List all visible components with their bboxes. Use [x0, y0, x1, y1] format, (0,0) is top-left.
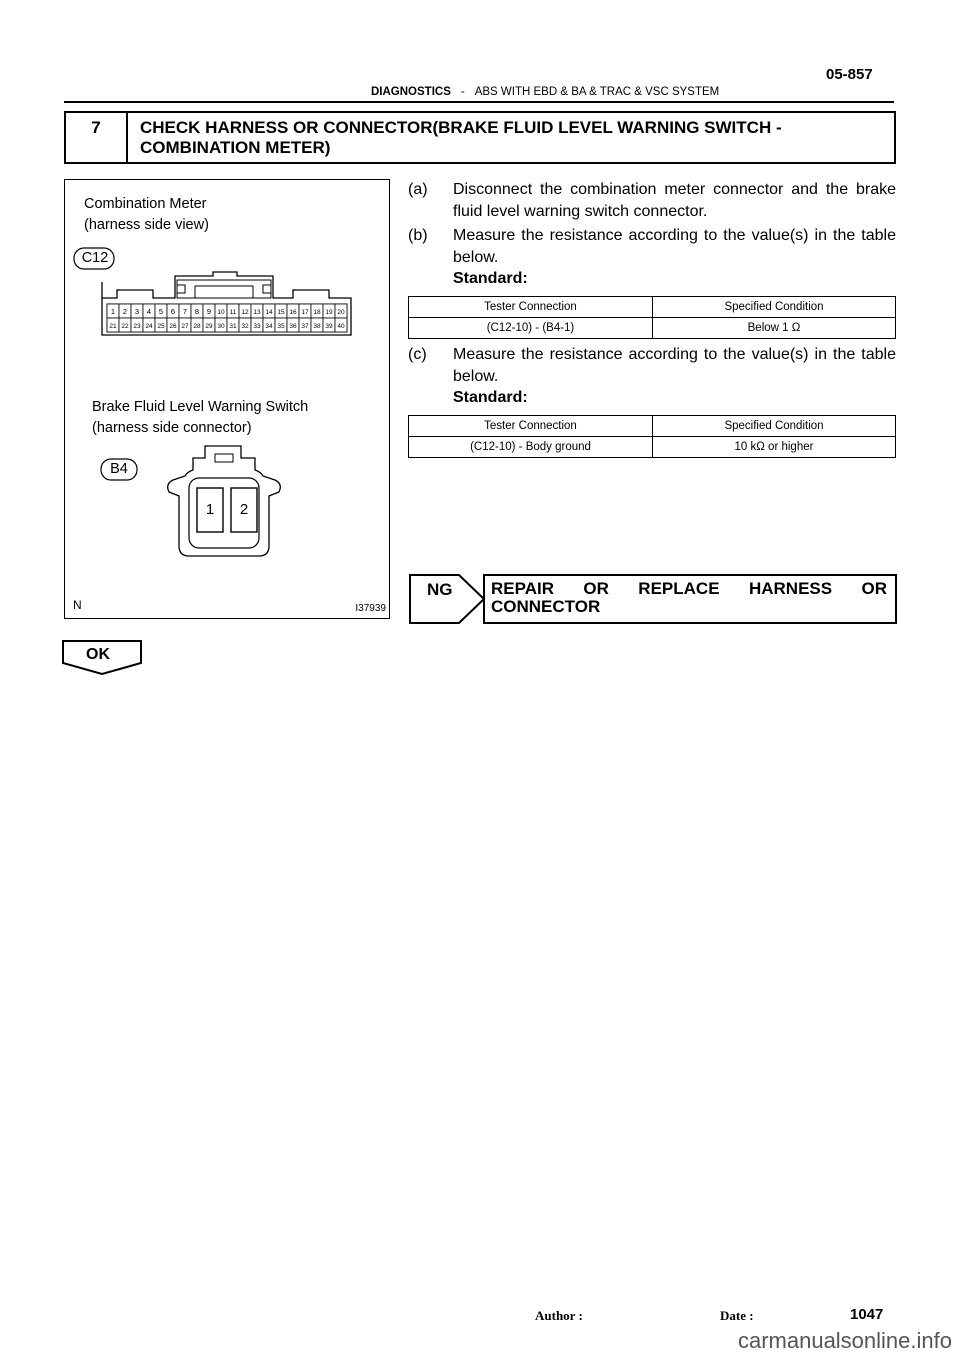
ng-action-box: [483, 574, 897, 624]
connector-pin-number: 40: [337, 323, 345, 330]
table-header-row: [409, 416, 896, 437]
header-system: ABS WITH EBD & BA & TRAC & VSC SYSTEM: [474, 86, 720, 98]
connector-pin-number: 39: [325, 323, 333, 330]
page-code: 05-857: [826, 66, 873, 83]
table-header: Specified Condition: [653, 416, 896, 437]
connector-pin-number: 22: [121, 323, 129, 330]
connector-pin-number: 29: [205, 323, 213, 330]
connector-pin-number: 27: [181, 323, 189, 330]
spec-table-1: [408, 296, 896, 339]
connector-pin-number: 18: [313, 309, 321, 316]
connector-pin-number: 31: [229, 323, 237, 330]
connector-pin-number: 2: [122, 307, 128, 316]
ng-label: NG: [427, 580, 453, 599]
step-a: [408, 179, 896, 225]
meter-label-line-2: (harness side view): [84, 217, 209, 233]
step-b-marker: (b): [408, 227, 428, 244]
switch-label-line-2: (harness side connector): [92, 420, 252, 436]
connector-pin-number: 21: [109, 323, 117, 330]
connector-pin-number: 13: [253, 309, 261, 316]
connector-figure: [64, 179, 390, 619]
meter-pin-grid: [107, 304, 347, 332]
connector-pin-number: 36: [289, 323, 297, 330]
connector-pin-number: 35: [277, 323, 285, 330]
meter-label-line-1: Combination Meter: [84, 196, 207, 212]
switch-connector-code: B4: [110, 461, 128, 477]
table-cell: (C12-10) - (B4-1): [409, 318, 653, 339]
footer-page-number: 1047: [850, 1306, 884, 1323]
step-c-standard: Standard:: [453, 389, 528, 406]
connector-pin-number: 15: [277, 309, 285, 316]
step-a-marker: (a): [408, 181, 428, 198]
connector-pin-number: 38: [313, 323, 321, 330]
switch-label: [92, 397, 308, 439]
figure-corner-n: N: [73, 598, 82, 612]
step-b: [408, 225, 896, 271]
header-section: DIAGNOSTICS: [371, 86, 451, 98]
connector-pin-number: 25: [157, 323, 165, 330]
step-a-text: Disconnect the combination meter connector and the brake fluid level warning switch connector.: [453, 181, 896, 220]
connector-pin-number: 32: [241, 323, 249, 330]
connector-pin-number: 1: [110, 307, 116, 316]
table-header-row: [409, 297, 896, 318]
connector-pin-number: 37: [301, 323, 309, 330]
switch-label-line-1: Brake Fluid Level Warning Switch: [92, 399, 309, 415]
connector-pin-number: 12: [241, 309, 249, 316]
connector-pin-number: 10: [217, 309, 225, 316]
connector-pin-number: 33: [253, 323, 261, 330]
connector-pin-number: 34: [265, 323, 273, 330]
connector-pin-number: 30: [217, 323, 225, 330]
connector-pin-number: 8: [194, 307, 200, 316]
switch-pin-2: 2: [239, 501, 249, 518]
connector-pin-number: 5: [158, 307, 164, 316]
meter-connector-code: C12: [81, 250, 109, 266]
header-breadcrumb: [371, 86, 719, 98]
connector-pin-number: 16: [289, 309, 297, 316]
connector-pin-number: 17: [301, 309, 309, 316]
table-header: Tester Connection: [409, 416, 653, 437]
step-b-text: Measure the resistance according to the value(s) in the table below.: [453, 227, 896, 266]
ng-action-text: REPAIR OR REPLACE HARNESS OR CONNECTOR: [491, 579, 887, 616]
connector-pin-number: 20: [337, 309, 345, 316]
footer-author-label: Author :: [535, 1308, 583, 1323]
table-cell: 10 kΩ or higher: [653, 437, 896, 458]
connector-pin-number: 24: [145, 323, 153, 330]
step-number: 7: [66, 113, 128, 162]
connector-pin-number: 28: [193, 323, 201, 330]
step-c: [408, 344, 896, 390]
step-title: CHECK HARNESS OR CONNECTOR(BRAKE FLUID LEVEL WARNING SWITCH - COMBINATION METER): [140, 118, 782, 157]
table-cell: (C12-10) - Body ground: [409, 437, 653, 458]
connector-pin-number: 4: [146, 307, 152, 316]
table-cell: Below 1 Ω: [653, 318, 896, 339]
footer-date-label: Date :: [720, 1308, 754, 1323]
ok-label: OK: [86, 646, 110, 663]
connector-pin-number: 19: [325, 309, 333, 316]
table-row: [409, 318, 896, 339]
connector-pin-number: 23: [133, 323, 141, 330]
connector-pin-number: 3: [134, 307, 140, 316]
header-separator: -: [460, 86, 465, 98]
connector-pin-number: 9: [206, 307, 212, 316]
header-rule: [64, 101, 894, 103]
connector-pin-number: 7: [182, 307, 188, 316]
step-title-box: [64, 111, 896, 164]
table-header: Tester Connection: [409, 297, 653, 318]
connector-pin-number: 26: [169, 323, 177, 330]
table-header: Specified Condition: [653, 297, 896, 318]
connector-pin-number: 6: [170, 307, 176, 316]
connector-pin-number: 14: [265, 309, 273, 316]
connector-pin-number: 11: [229, 309, 237, 316]
step-c-text: Measure the resistance according to the value(s) in the table below.: [453, 346, 896, 385]
table-row: [409, 437, 896, 458]
step-c-marker: (c): [408, 346, 427, 363]
watermark: carmanualsonline.info: [737, 1328, 952, 1353]
step-b-standard: Standard:: [453, 270, 528, 287]
switch-pin-1: 1: [205, 501, 215, 518]
figure-code: I37939: [355, 603, 386, 614]
spec-table-2: [408, 415, 896, 458]
